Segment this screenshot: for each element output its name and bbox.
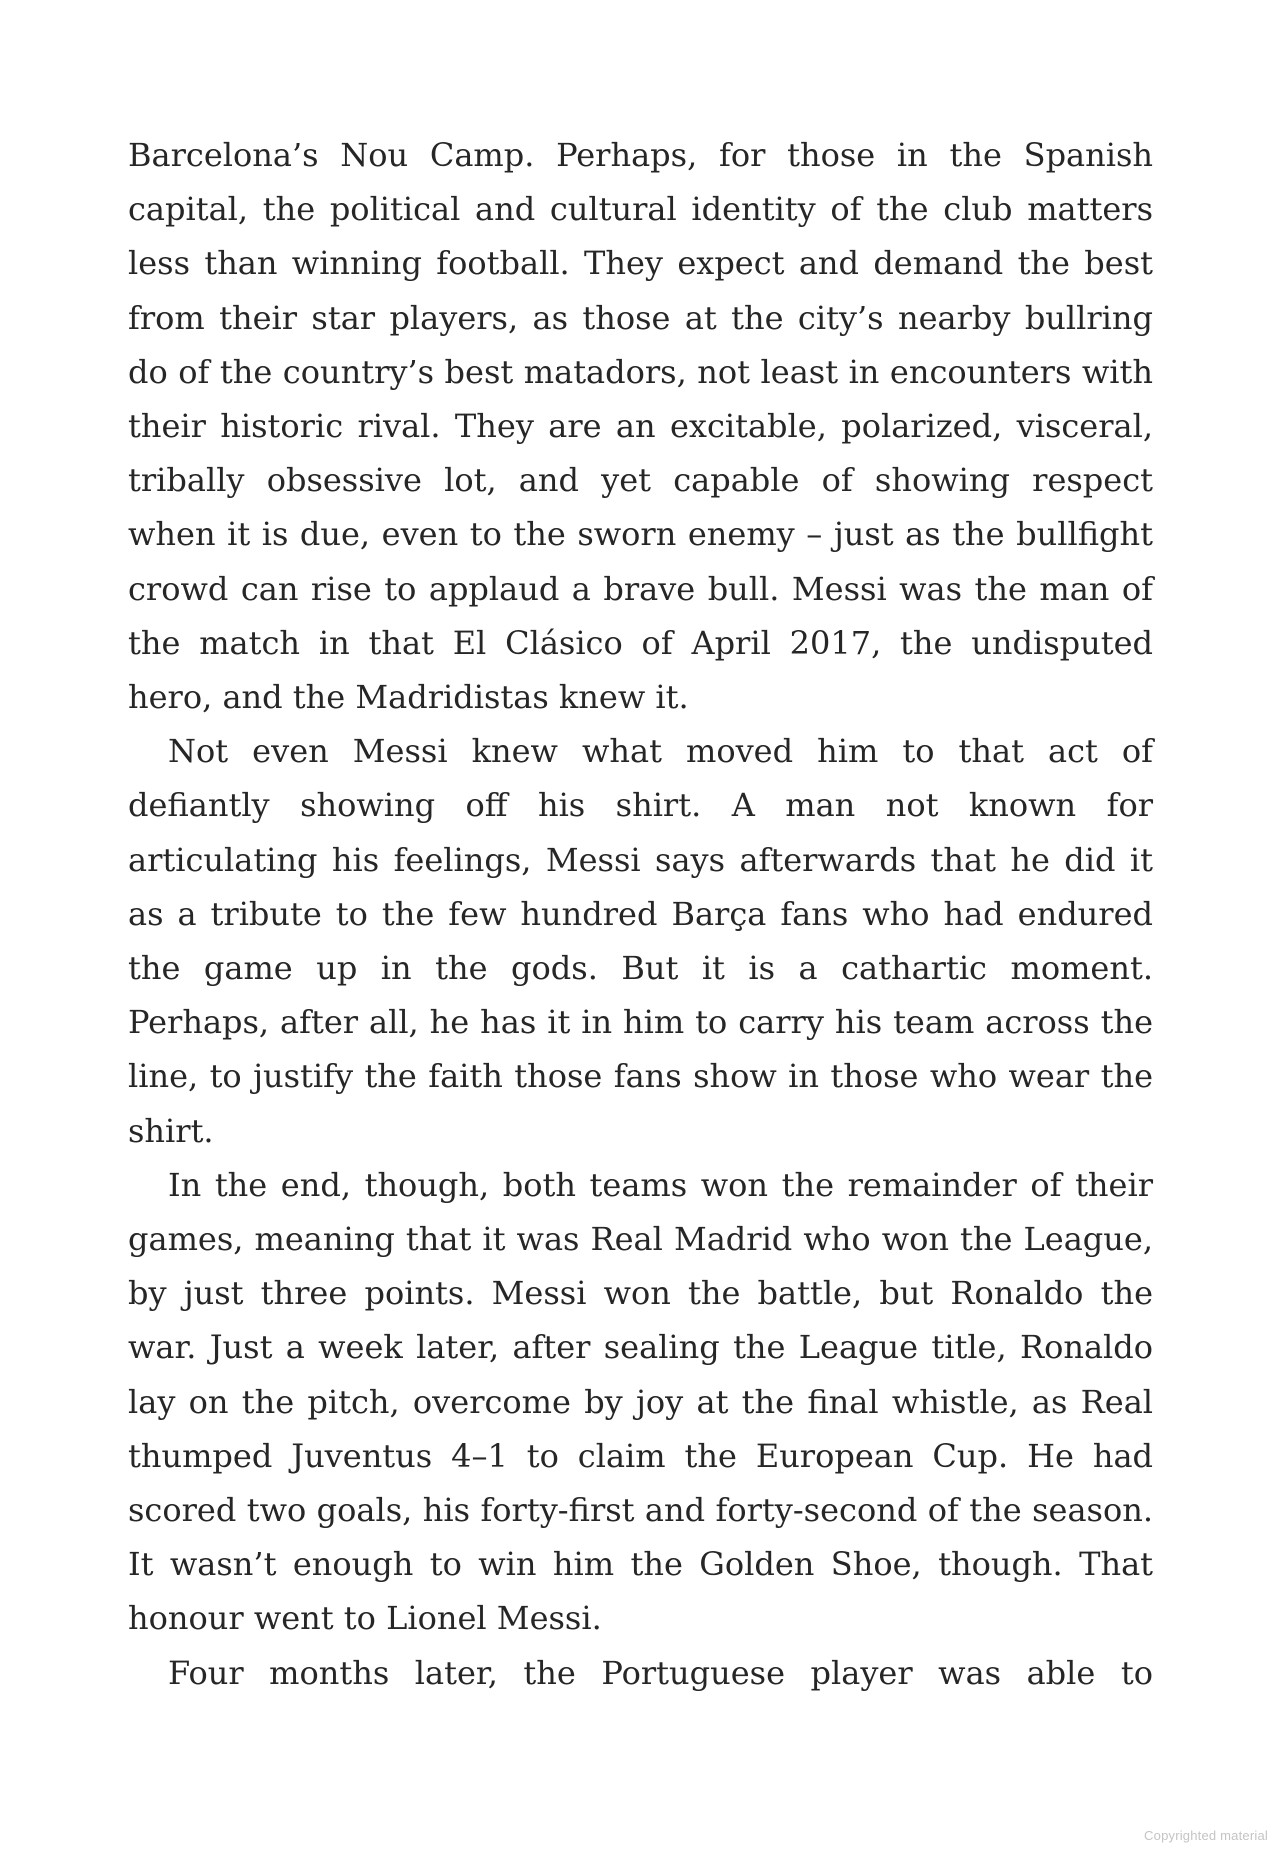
body-text: [128, 128, 1153, 1700]
copyright-watermark: Copyrighted material: [1144, 1828, 1268, 1843]
paragraph-3: In the end, though, both teams won the remainder of their games, meaning that it was Real Madrid who won the League, by just three points. Messi won the battle, but Ronaldo the war. Just a week later, after sealing the League title, Ronaldo lay on the pitch, overcome by joy at the final whistle, as Real thumped Juventus 4–1 to claim the European Cup. He had scored two goals, his forty-first and forty-second of the season. It wasn’t enough to win him the Golden Shoe, though. That honour went to Lionel Messi.: [128, 1165, 1153, 1638]
paragraph-4: Four months later, the Portuguese player was able to: [168, 1653, 1153, 1692]
paragraph-2: Not even Messi knew what moved him to that act of defiantly showing off his shirt. A man not known for articulating his feelings, Messi says afterwards that he did it as a tribute to the few hundred Barça fans who had endured the game up in the gods. But it is a cathartic moment. Perhaps, after all, he has it in him to carry his team across the line, to justify the faith those fans show in those who wear the shirt.: [128, 732, 1153, 1150]
paragraph-1: Barcelona’s Nou Camp. Perhaps, for those in the Spanish capital, the political and cultural identity of the club matters less than winning football. They expect and demand the best from their star players, as those at the city’s nearby bullring do of the country’s best matadors, not least in encounters with their historic rival. They are an excitable, polarized, visceral, tribally obsessive lot, and yet capable of showing respect when it is due, even to the sworn enemy – just as the bullfight crowd can rise to applaud a brave bull. Messi was the man of the match in that El Clásico of April 2017, the undisputed hero, and the Madridistas knew it.: [128, 136, 1153, 717]
